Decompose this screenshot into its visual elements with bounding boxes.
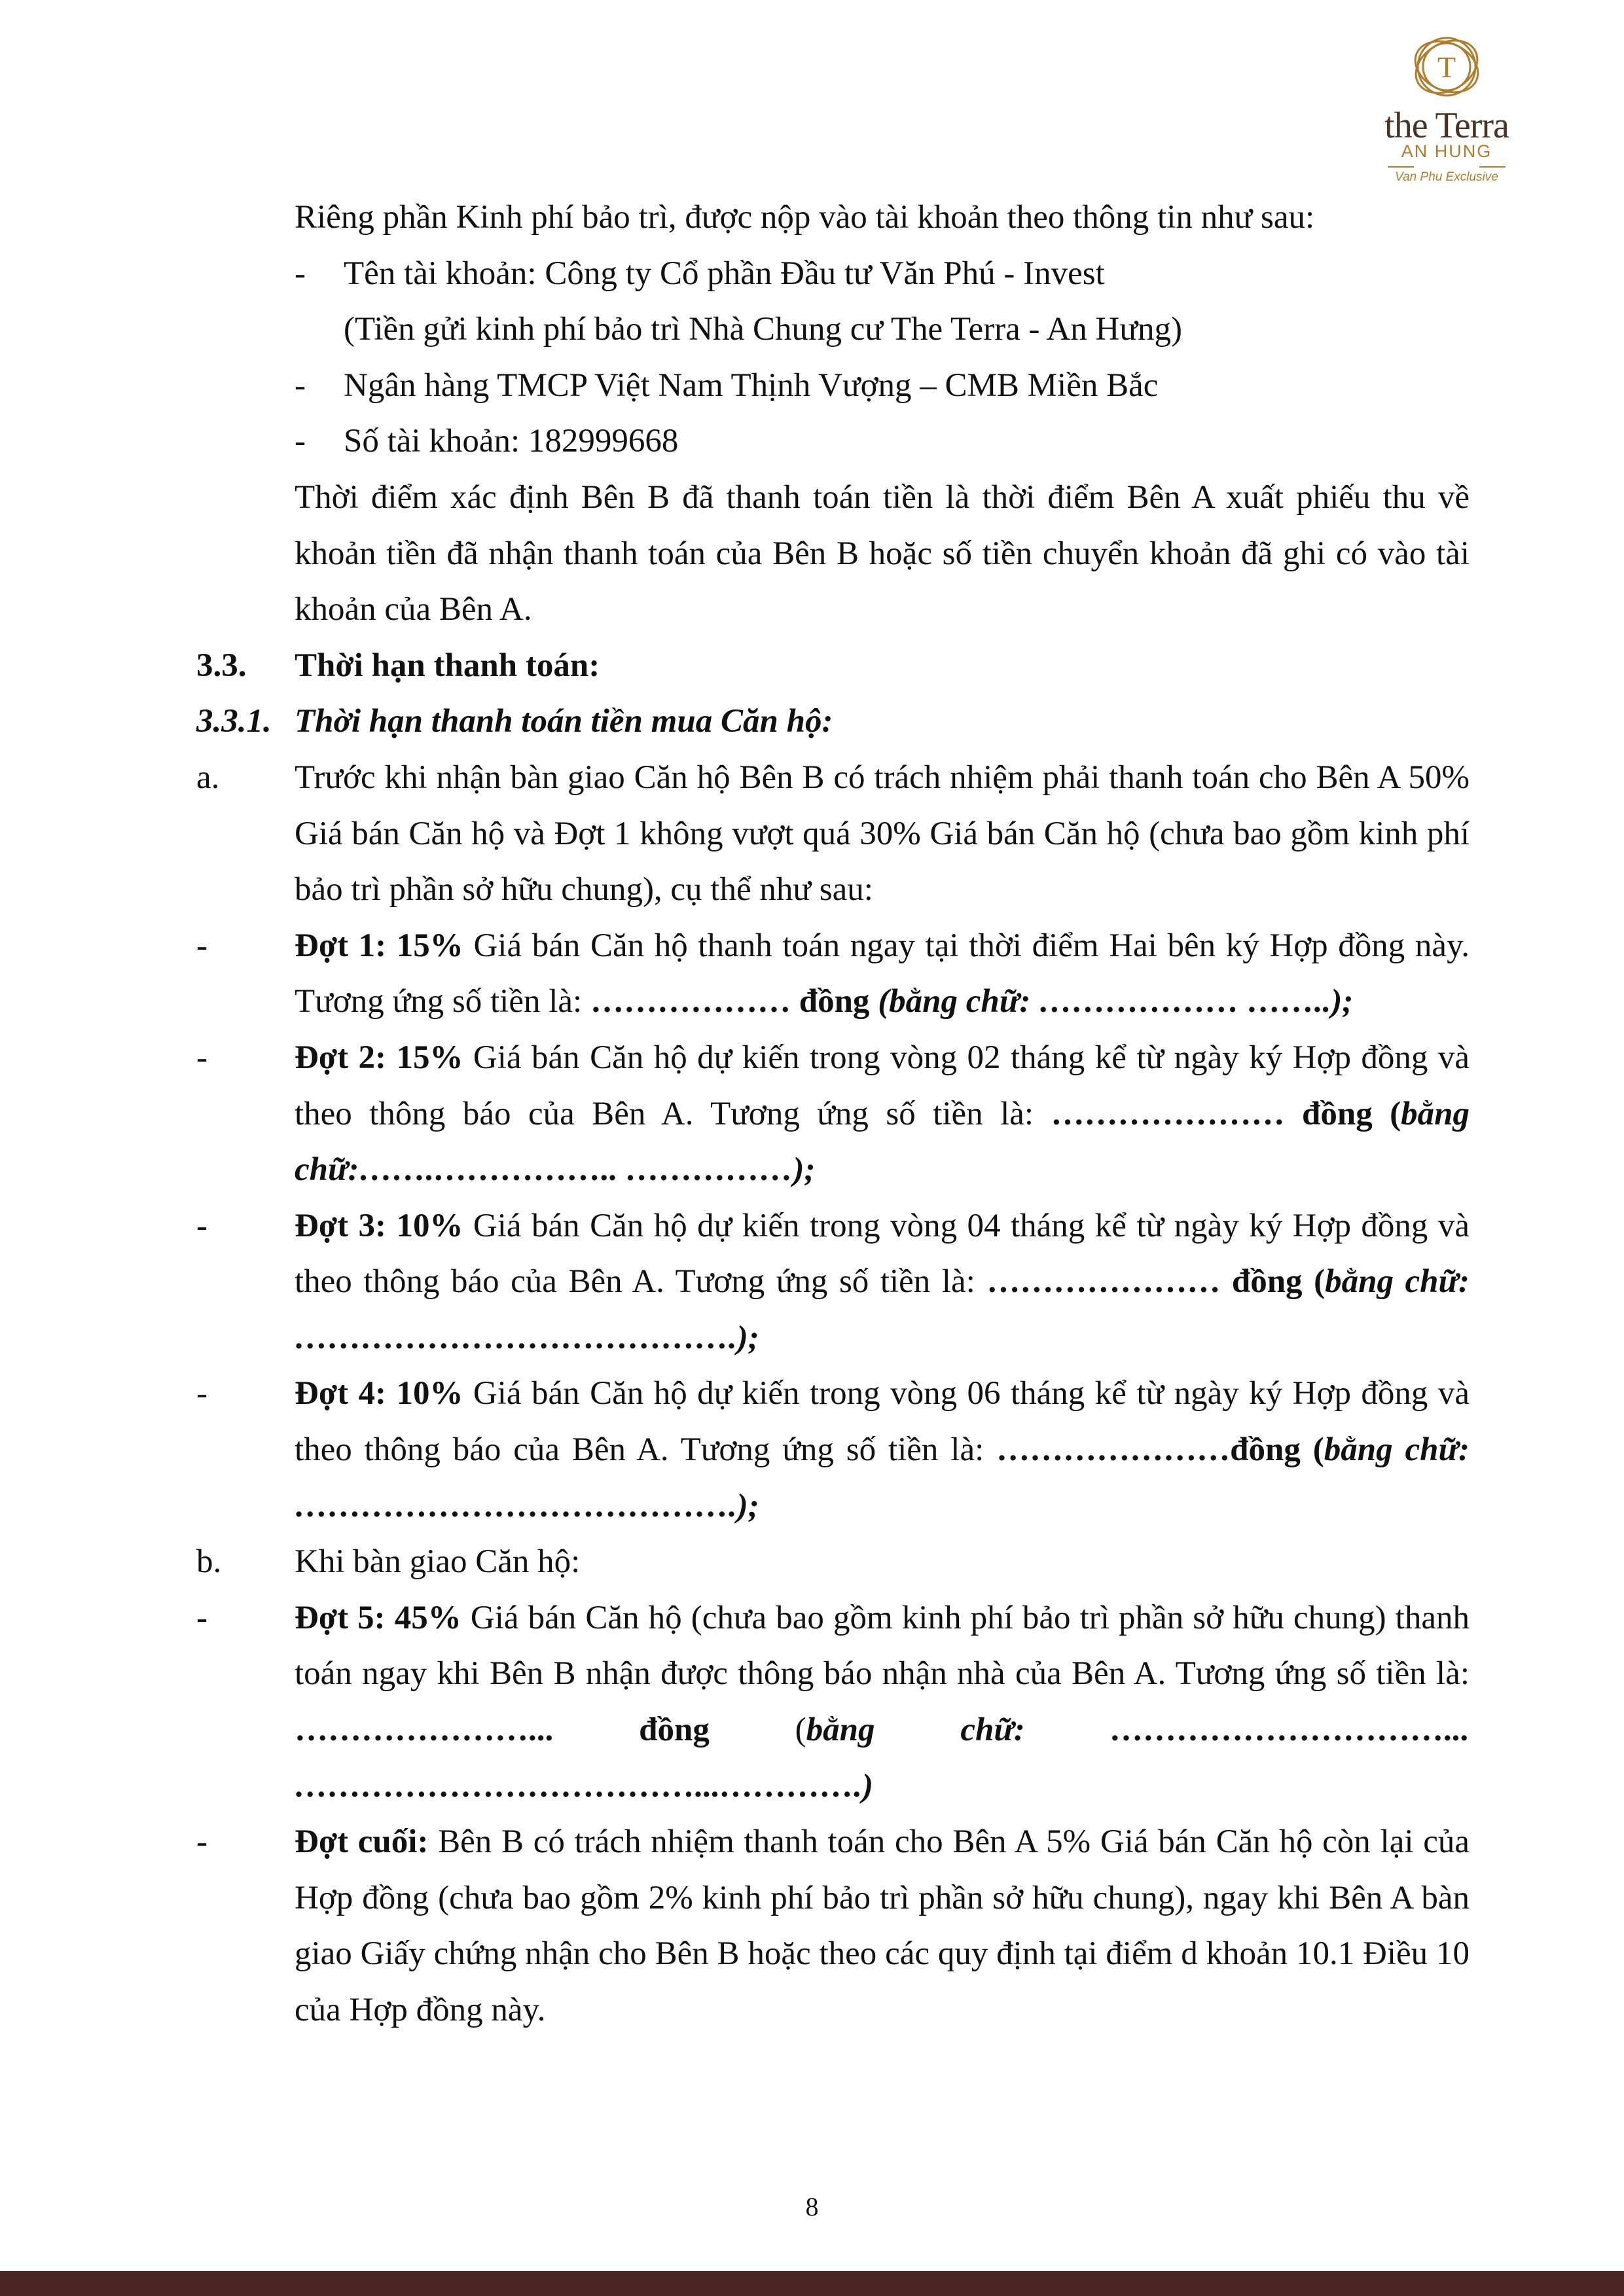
list-item: - Số tài khoản: 182999668 (295, 423, 679, 460)
page-number: 8 (805, 2192, 819, 2221)
clause-b: b. Khi bàn giao Căn hộ: (196, 1543, 581, 1581)
installment-1: - Đợt 1: 15% Giá bán Căn hộ thanh toán ngay tại thời điểm Hai bên ký Hợp đồng này. Tương ứng số tiền là: ……………… đồng (bằng chữ: ……………… ……..); (196, 927, 1470, 1020)
payment-time-note: Thời điểm xác định Bên B đã thanh toán tiền là thời điểm Bên A xuất phiếu thu về khoản tiền đã nhận thanh toán của Bên B hoặc số tiền chuyển khoản đã ghi có vào tài khoản của Bên A. (295, 478, 1470, 628)
list-item: (Tiền gửi kinh phí bảo trì Nhà Chung cư The Terra - An Hưng) (344, 311, 1183, 348)
logo-sub: AN HUNG (1401, 141, 1492, 161)
logo-tagline: Van Phu Exclusive (1395, 170, 1498, 184)
maintenance-fee-intro: Riêng phần Kinh phí bảo trì, được nộp vào tài khoản theo thông tin như sau: (295, 199, 1315, 236)
list-item: - Ngân hàng TMCP Việt Nam Thịnh Vượng – CMB Miền Bắc (295, 367, 1159, 404)
installment-final: - Đợt cuối: Bên B có trách nhiệm thanh toán cho Bên A 5% Giá bán Căn hộ còn lại của Hợp đồng (chưa bao gồm 2% kinh phí bảo trì phần sở hữu chung), ngay khi Bên A bàn giao Giấy chứng nhận cho Bên B hoặc theo các quy định tại điểm d khoản 10.1 Điều 10 của Hợp đồng này. (196, 1823, 1470, 2028)
list-item: - Tên tài khoản: Công ty Cổ phần Đầu tư Văn Phú - Invest (295, 255, 1105, 292)
section-heading-3-3-1: 3.3.1. Thời hạn thanh toán tiền mua Căn hộ: (196, 703, 833, 740)
company-logo (1375, 31, 1538, 188)
installment-2: - Đợt 2: 15% Giá bán Căn hộ dự kiến trong vòng 02 tháng kể từ ngày ký Hợp đồng và theo thông báo của Bên A. Tương ứng số tiền là: ………………… đồng (bằng chữ:…….…………….. ……………); (196, 1039, 1470, 1189)
installment-3: - Đợt 3: 10% Giá bán Căn hộ dự kiến trong vòng 04 tháng kể từ ngày ký Hợp đồng và theo thông báo của Bên A. Tương ứng số tiền là: ………………… đồng (bằng chữ: ………………………………….); (196, 1207, 1470, 1356)
logo-brand: the Terra (1384, 105, 1509, 146)
installment-4: - Đợt 4: 10% Giá bán Căn hộ dự kiến trong vòng 06 tháng kể từ ngày ký Hợp đồng và theo thông báo của Bên A. Tương ứng số tiền là: …………………đồng (bằng chữ: ………………………………….); (196, 1375, 1470, 1524)
logo-rule-left (1388, 166, 1414, 168)
clause-a: a. Trước khi nhận bàn giao Căn hộ Bên B có trách nhiệm phải thanh toán cho Bên A 50% Giá bán Căn hộ và Đợt 1 không vượt quá 30% Giá bán Căn hộ (chưa bao gồm kinh phí bảo trì phần sở hữu chung), cụ thể như sau: (196, 759, 1470, 908)
installment-5: - Đợt 5: 45% Giá bán Căn hộ (chưa bao gồm kinh phí bảo trì phần sở hữu chung) thanh toán ngay khi Bên B nhận được thông báo nhận nhà của Bên A. Tương ứng số tiền là: …………………... đồng (bằng chữ: …………………………... ………………………………...………….) (196, 1599, 1470, 1804)
document-body (196, 190, 1470, 2039)
section-heading-3-3: 3.3. Thời hạn thanh toán: (196, 647, 600, 684)
logo-rule-right (1479, 166, 1506, 168)
footer-bar (0, 2271, 1624, 2296)
terra-ring-logo-icon (1375, 31, 1519, 107)
logo-monogram: T (1437, 50, 1456, 84)
